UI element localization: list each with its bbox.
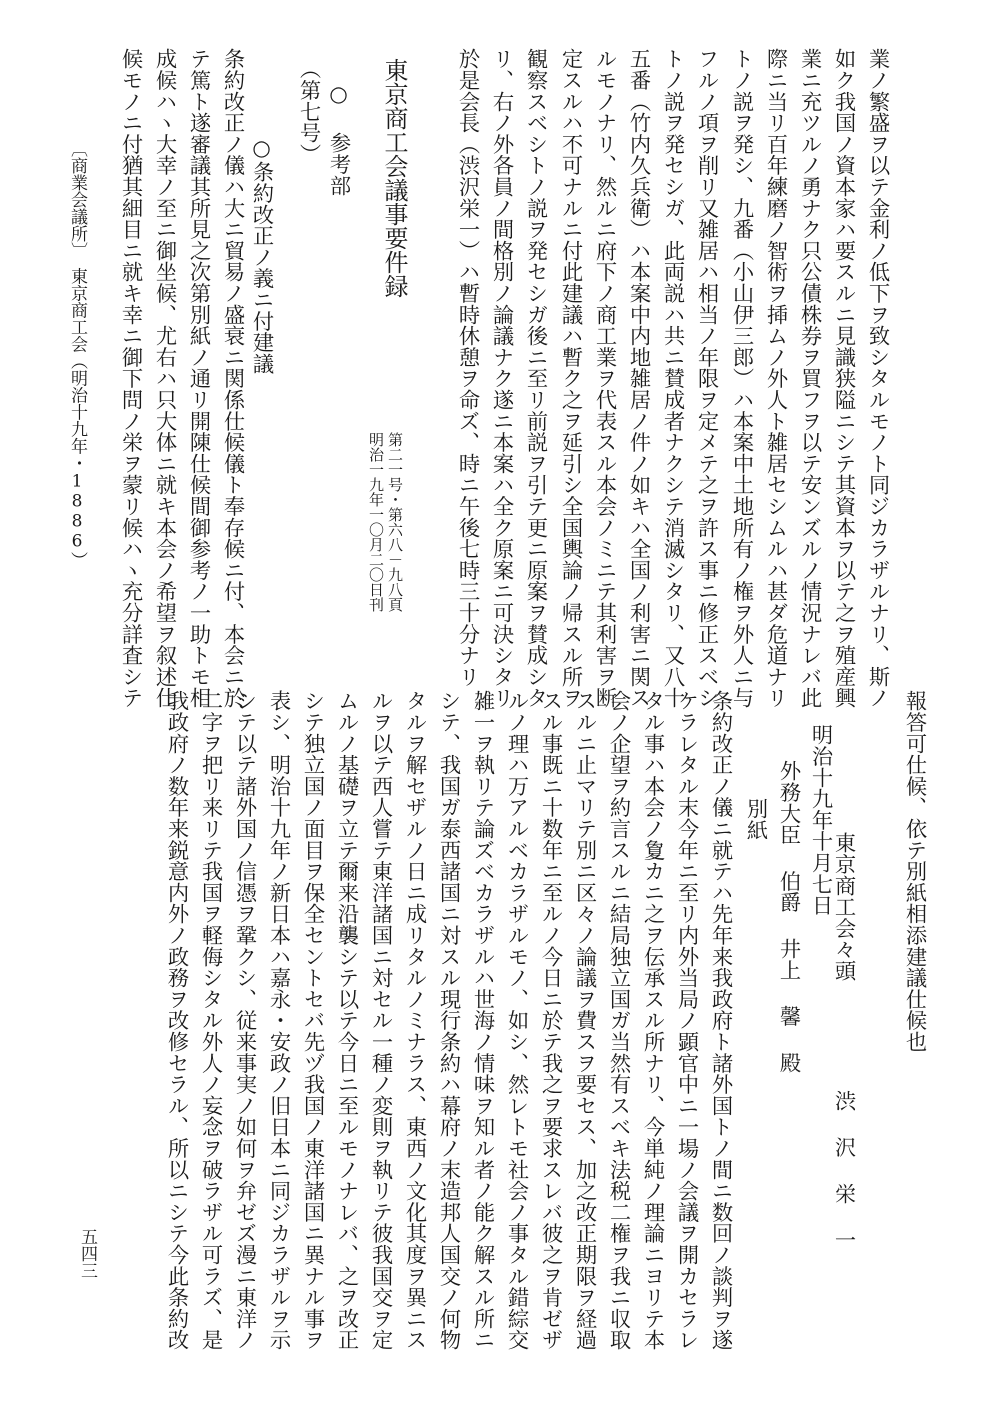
proposal-column: 候モノニ付猶其細目ニ就キ幸ニ御下問ノ栄ヲ蒙リ候ハヽ充分詳査シテ: [118, 48, 143, 709]
source-meta-date: 明治一九年一〇月二〇日刊: [367, 432, 385, 612]
letter-date: 明治十九年十月七日: [808, 724, 833, 916]
running-footer: 〔商業会議所〕 東京商工会（明治十九年・1886）: [67, 140, 87, 569]
addressee: 外務大臣 伯爵 井上 馨 殿: [776, 760, 801, 1073]
body-column: フルノ項ヲ削リ又雑居ハ相当ノ年限ヲ定メテ之ヲ許ス事ニ修正スベシ: [694, 48, 719, 709]
signature-name: 渋 沢 栄 一: [831, 1090, 856, 1251]
attachment-column: タルヲ解セザルノ日ニ成リタルノミナラス、東西ノ文化其度ヲ異ニス: [402, 690, 427, 1351]
proposal-column: 条約改正ノ儀ハ大ニ貿易ノ盛衰ニ関係仕候儀ト奉存候ニ付、本会ニ於: [220, 48, 245, 709]
attachment-column: 雑一ヲ執リテ論ズベカラザルハ世海ノ情味ヲ知ル者ノ能ク解スル所ニ: [470, 690, 495, 1351]
body-column: 際ニ当リ百年練磨ノ智術ヲ揷ムノ外人ト雑居セシムルハ甚ダ危道ナリ: [763, 48, 788, 709]
attachment-column: 条約改正ノ儀ニ就テハ先年来我政府ト諸外国トノ間ニ数回ノ談判ヲ遂: [708, 690, 733, 1351]
source-title: 東京商工会議事要件録: [380, 58, 408, 298]
attachment-column: 我政府ノ数年来鋭意内外ノ政務ヲ改修セラル、所以ニシテ今此条約改: [164, 690, 189, 1351]
attachment-column: シテ以テ諸外国ノ信憑ヲ鞏クシ、従来事実ノ如何ヲ弁ゼズ漫ニ東洋ノ: [232, 690, 257, 1351]
body-column: トノ説ヲ発シ、九番（小山伊三郎）ハ本案中土地所有ノ権ヲ外人ニ与: [729, 48, 754, 709]
body-column: リ、右ノ外各員ノ間格別ノ論議ナク遂ニ本案ハ全ク原案ニ可決シタリ: [489, 48, 514, 709]
attachment-column: シテ独立国ノ面目ヲ保全セントセバ先ヅ我国ノ東洋諸国ニ異ナル事ヲ: [300, 690, 325, 1351]
attachment-column: ケラレタル末今年ニ至リ内外当局ノ顕官中ニ一場ノ会議ヲ開カセラレ: [674, 690, 699, 1351]
body-column: 於是会長（渋沢栄一）ハ暫時休憩ヲ命ズ、時ニ午後七時三十分ナリ: [455, 48, 480, 687]
attachment-column: スルニ止マリテ別ニ区々ノ論議ヲ費スヲ要セス、加之改正期限ヲ経過: [572, 690, 597, 1351]
body-column: 定スルハ不可ナルニ付此建議ハ暫ク之ヲ延引シ全国輿論ノ帰スル所ヲ: [558, 48, 583, 709]
proposal-column: 成候ハヽ大幸ノ至ニ御坐候、尤右ハ只大体ニ就キ本会ノ希望ヲ叙述仕: [152, 48, 177, 709]
attachment-column: ルノ理ハ万アルベカラザルモノ、如シ、然レトモ社会ノ事タル錯綜交: [504, 690, 529, 1351]
proposal-column: テ篤ト遂審議其所見之次第別紙ノ通リ開陳仕候間御参考ノ一助トモ相: [186, 48, 211, 709]
attachment-column: ルヲ以テ西人嘗テ東洋諸国ニ対セル一種ノ変則ヲ執リテ彼我国交ヲ定: [368, 690, 393, 1351]
body-column: 業ノ繁盛ヲ以テ金利ノ低下ヲ致シタルモノト同ジカラザルナリ、斯ノ: [865, 48, 890, 709]
body-column: ルモノナリ、然ルニ府下ノ商工業ヲ代表スル本会ノミニテ其利害ヲ断: [592, 48, 617, 709]
body-column: 業ニ充ツルノ勇ナク只公債株券ヲ買フヲ以テ安ンズルノ情況ナレバ此: [797, 48, 822, 709]
body-column: 五番（竹内久兵衛）ハ本案中内地雑居ノ件ノ如キハ全国ノ利害ニ関ス: [626, 48, 651, 709]
attachment-column: 会ノ企望ヲ約言スルニ結局独立国ガ当然有スベキ法税二権ヲ我ニ収取: [606, 690, 631, 1351]
signature-org: 東京商工会々頭: [831, 832, 856, 982]
attachment-column: シテ、我国ガ泰西諸国ニ対スル現行条約ハ幕府ノ末造邦人国交ノ何物: [436, 690, 461, 1351]
closing-line: 報答可仕候、依テ別紙相添建議仕候也: [902, 690, 927, 1053]
attachment-column: スル事既ニ十数年ニ至ルノ今日ニ於テ我之ヲ要求スレバ彼之ヲ肯ゼザ: [538, 690, 563, 1351]
attachment-column: ムルノ基礎ヲ立テ爾来沿襲シテ以テ今日ニ至ルモノナレバ、之ヲ改正: [334, 690, 359, 1351]
source-meta-issue: 第二一号・第六八－九八頁: [386, 432, 404, 612]
reference-heading: ○ 参考部: [326, 82, 351, 196]
body-column: トノ説ヲ発セシガ、此両説ハ共ニ賛成者ナクシテ消滅シタリ、又八十: [660, 48, 685, 709]
attachment-heading: 別紙: [743, 798, 768, 841]
page-number: 五四三: [77, 1228, 97, 1279]
attachment-column: 表シ、明治十九年ノ新日本ハ嘉永・安政ノ旧日本ニ同ジカラザルヲ示: [266, 690, 291, 1351]
body-column: 如ク我国ノ資本家ハ要スルニ見識狭隘ニシテ其資本ヲ以テ之ヲ殖産興: [831, 48, 856, 709]
attachment-column: タル事ハ本会ノ夐カニ之ヲ伝承スル所ナリ、今単純ノ理論ニヨリテ本: [640, 690, 665, 1351]
proposal-title: ○条約改正ノ義ニ付建議: [249, 136, 274, 374]
body-column: 観察スベシトノ説ヲ発セシガ後ニ至リ前説ヲ引テ更ニ原案ヲ賛成シタ: [523, 48, 548, 709]
section-number: （第七号）: [296, 58, 321, 165]
attachment-column: 二字ヲ把リ来リテ我国ヲ軽侮シタル外人ノ妄念ヲ破ラザル可ラズ、是: [198, 690, 223, 1351]
